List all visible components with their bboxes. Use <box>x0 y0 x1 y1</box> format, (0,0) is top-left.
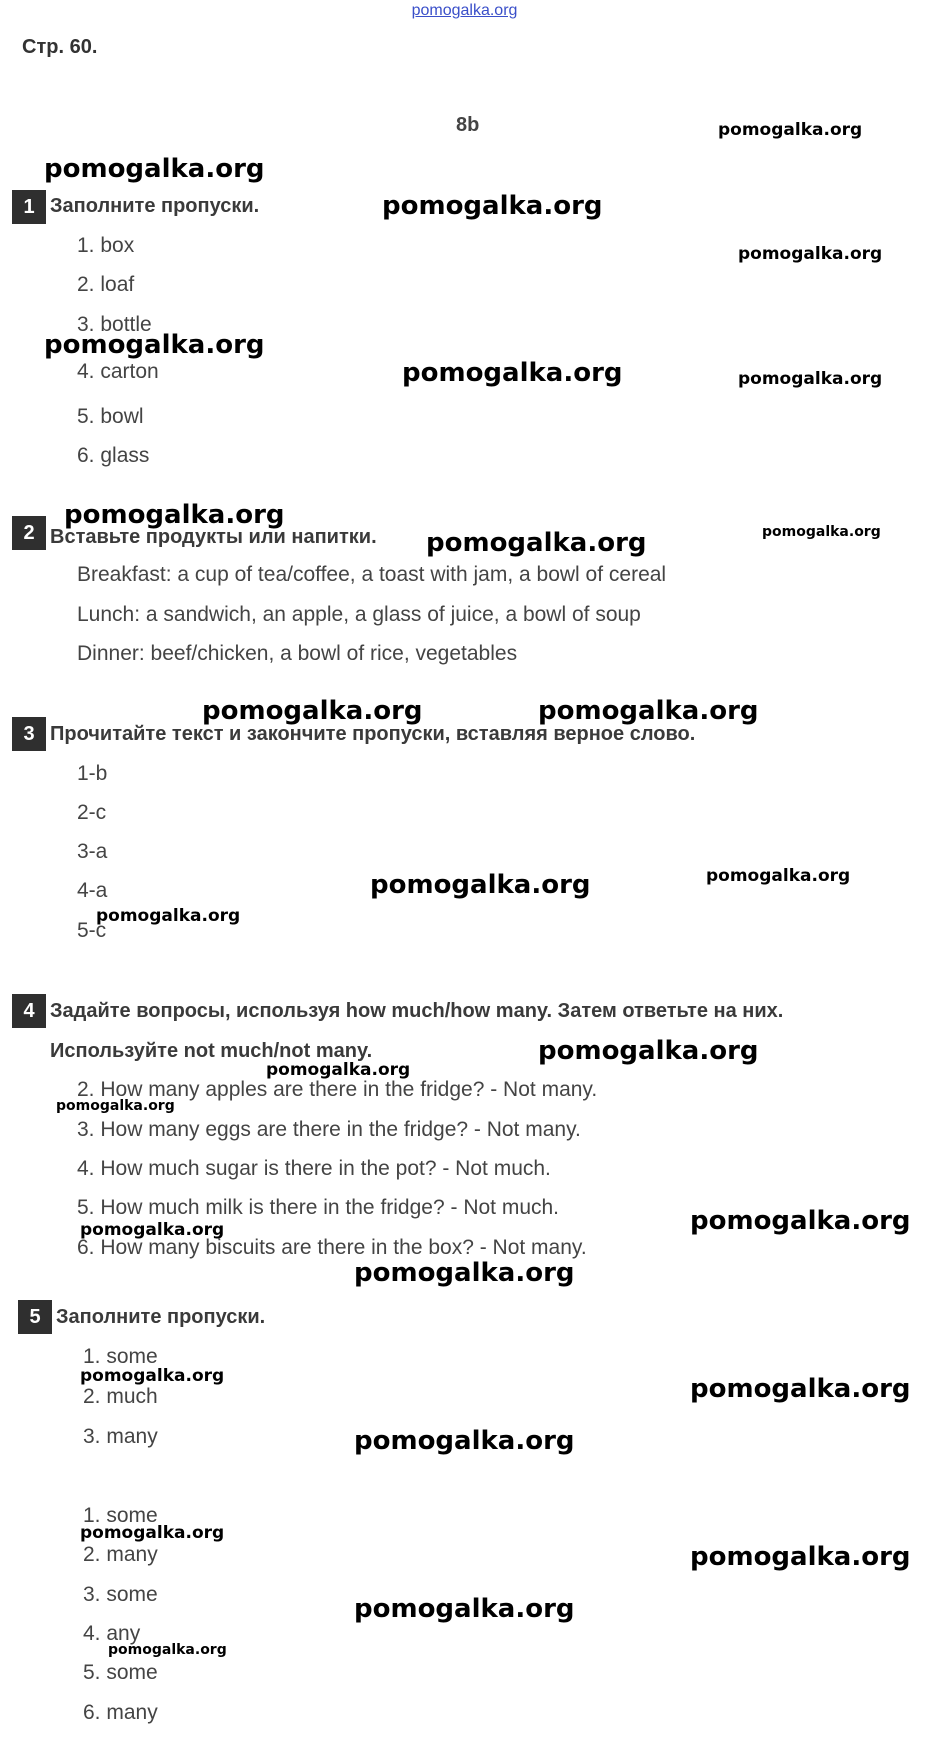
task-5-number: 5 <box>18 1300 52 1334</box>
watermark-text: pomogalka.org <box>44 154 265 184</box>
task-3-answer: 1-b <box>77 762 108 785</box>
task-3-answer: 5-c <box>77 919 107 942</box>
watermark-text: pomogalka.org <box>690 1206 911 1236</box>
watermark-text: pomogalka.org <box>80 1220 225 1240</box>
task-1-answer: 2. loaf <box>77 273 135 296</box>
task-5-answer: 3. some <box>83 1583 158 1606</box>
page-reference: Стр. 60. <box>22 36 98 58</box>
task-4-answer: 5. How much milk is there in the fridge? - Not much. <box>77 1196 560 1219</box>
header-site-link[interactable]: pomogalka.org <box>411 2 518 19</box>
task-1-answer: 4. carton <box>77 360 159 383</box>
watermark-text: pomogalka.org <box>80 1523 225 1543</box>
task-1-answer: 1. box <box>77 234 135 257</box>
task-3-title: Прочитайте текст и закончите пропуски, вставляя верное слово. <box>50 723 696 745</box>
task-2-title: Вставьте продукты или напитки. <box>50 526 377 548</box>
task-4-number: 4 <box>12 994 46 1028</box>
watermark-text: pomogalka.org <box>44 330 265 360</box>
task-5-answer: 5. some <box>83 1661 158 1684</box>
task-5-answer: 3. many <box>83 1425 158 1448</box>
watermark-text: pomogalka.org <box>354 1426 575 1456</box>
task-5-answer: 1. some <box>83 1504 158 1527</box>
watermark-text: pomogalka.org <box>202 696 423 726</box>
task-2-answer: Dinner: beef/chicken, a bowl of rice, vegetables <box>77 642 518 665</box>
watermark-text: pomogalka.org <box>354 1258 575 1288</box>
task-2-answer: Lunch: a sandwich, an apple, a glass of juice, a bowl of soup <box>77 603 641 626</box>
task-4-answer: 3. How many eggs are there in the fridge? - Not many. <box>77 1118 581 1141</box>
task-1-answer: 6. glass <box>77 444 150 467</box>
watermark-text: pomogalka.org <box>402 358 623 388</box>
watermark-text: pomogalka.org <box>108 1642 227 1658</box>
watermark-text: pomogalka.org <box>762 524 881 540</box>
watermark-text: pomogalka.org <box>354 1594 575 1624</box>
watermark-text: pomogalka.org <box>266 1060 411 1080</box>
watermark-text: pomogalka.org <box>738 369 883 389</box>
watermark-text: pomogalka.org <box>538 1036 759 1066</box>
task-5-answer: 6. many <box>83 1701 158 1724</box>
task-3-answer: 4-a <box>77 879 108 902</box>
task-1-answer: 5. bowl <box>77 405 144 428</box>
task-5-answer: 2. many <box>83 1543 158 1566</box>
task-4-answer: 6. How many biscuits are there in the box? - Not many. <box>77 1236 587 1259</box>
task-4-answer: 2. How many apples are there in the fridge? - Not many. <box>77 1078 598 1101</box>
watermark-text: pomogalka.org <box>690 1374 911 1404</box>
watermark-text: pomogalka.org <box>738 244 883 264</box>
task-3-answer: 2-c <box>77 801 107 824</box>
task-3-answer: 3-a <box>77 840 108 863</box>
watermark-text: pomogalka.org <box>690 1542 911 1572</box>
watermark-text: pomogalka.org <box>538 696 759 726</box>
task-5-title: Заполните пропуски. <box>56 1306 266 1328</box>
task-5-answer: 2. much <box>83 1385 158 1408</box>
watermark-text: pomogalka.org <box>64 500 285 530</box>
task-4-title-line1: Задайте вопросы, используя how much/how many. Затем ответьте на них. <box>50 1000 784 1022</box>
task-2-number: 2 <box>12 516 46 550</box>
lesson-number: 8b <box>456 114 480 136</box>
task-2-answer: Breakfast: a cup of tea/coffee, a toast with jam, a bowl of cereal <box>77 563 667 586</box>
watermark-text: pomogalka.org <box>96 906 241 926</box>
task-4-title-line2: Используйте not much/not many. <box>50 1040 373 1062</box>
task-5-answer: 4. any <box>83 1622 141 1645</box>
watermark-text: pomogalka.org <box>56 1098 175 1114</box>
watermark-text: pomogalka.org <box>80 1366 225 1386</box>
task-1-number: 1 <box>12 190 46 224</box>
watermark-text: pomogalka.org <box>382 191 603 221</box>
task-1-answer: 3. bottle <box>77 313 152 336</box>
task-1-title: Заполните пропуски. <box>50 195 260 217</box>
watermark-text: pomogalka.org <box>426 528 647 558</box>
task-3-number: 3 <box>12 717 46 751</box>
task-4-answer: 4. How much sugar is there in the pot? - Not much. <box>77 1157 551 1180</box>
task-5-answer: 1. some <box>83 1345 158 1368</box>
watermark-text: pomogalka.org <box>370 870 591 900</box>
watermark-text: pomogalka.org <box>718 120 863 140</box>
watermark-text: pomogalka.org <box>706 866 851 886</box>
